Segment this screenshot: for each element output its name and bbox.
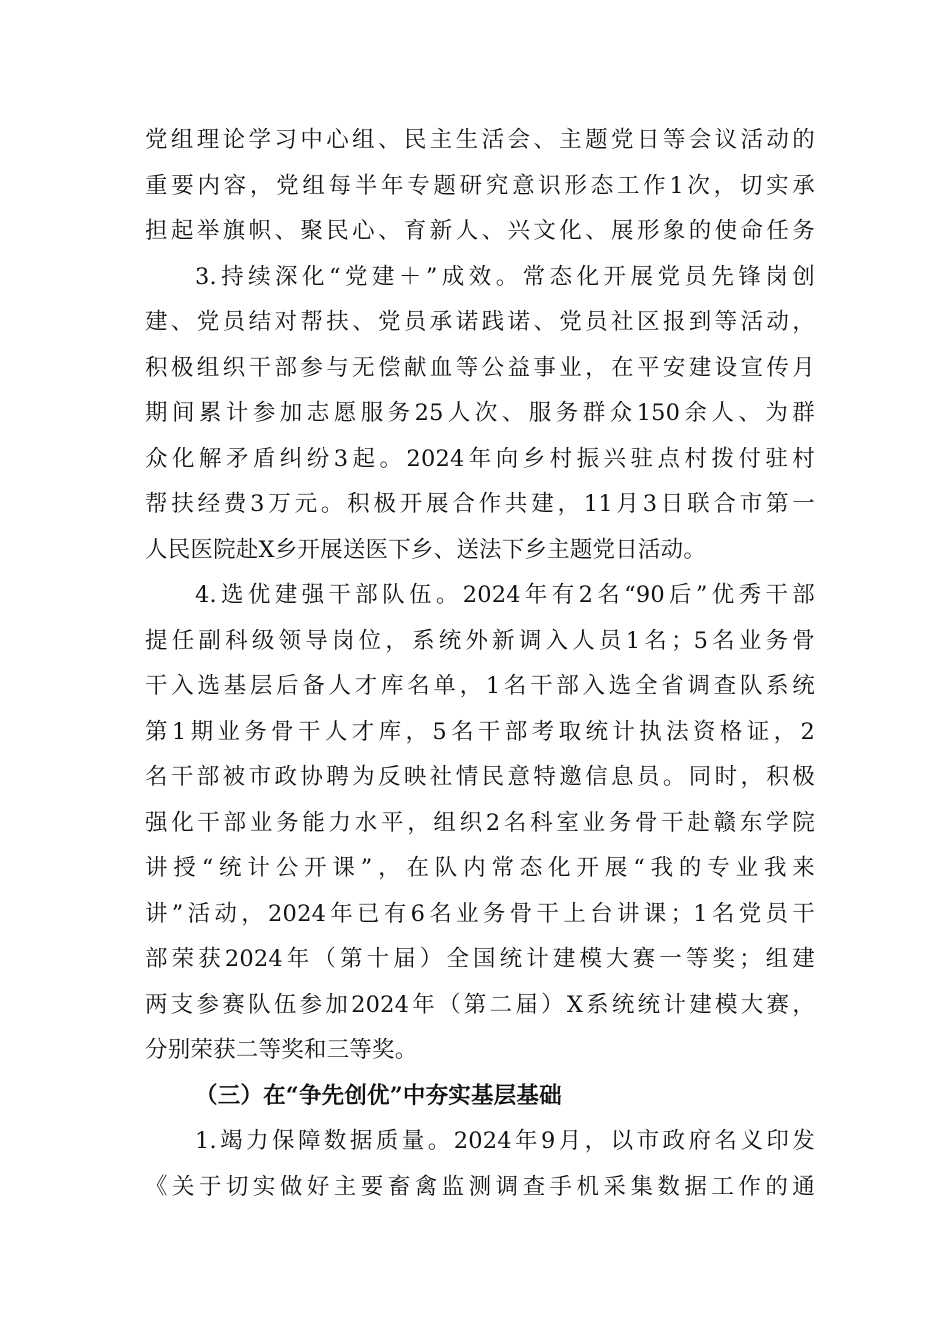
text-line: 提任副科级领导岗位，系统外新调入人员1名；5名业务骨 bbox=[145, 627, 815, 654]
paragraph-end-line: 分别荣获二等奖和三等奖。 bbox=[145, 1037, 418, 1063]
text-line: 积极组织干部参与无偿献血等公益事业，在平安建设宣传月 bbox=[145, 354, 815, 381]
text-line: 第1期业务骨干人才库，5名干部考取统计执法资格证，2 bbox=[145, 718, 815, 745]
paragraph-start-line: 3.持续深化“党建＋”成效。常态化开展党员先锋岗创 bbox=[195, 263, 815, 290]
paragraph-end-line: 人民医院赴X乡开展送医下乡、送法下乡主题党日活动。 bbox=[145, 536, 707, 563]
text-line: 讲授“统计公开课”，在队内常态化开展“我的专业我来 bbox=[145, 855, 815, 881]
text-line: 强化干部业务能力水平，组织2名科室业务骨干赴赣东学院 bbox=[145, 809, 815, 836]
document-body bbox=[145, 118, 815, 1210]
text-line: 干入选基层后备人才库名单，1名干部入选全省调查队系统 bbox=[145, 673, 815, 699]
text-line: 建、党员结对帮扶、党员承诺践诺、党员社区报到等活动， bbox=[145, 309, 815, 335]
text-line: 名干部被市政协聘为反映社情民意特邀信息员。同时，积极 bbox=[145, 764, 815, 790]
text-line: 两支参赛队伍参加2024年（第二届）X系统统计建模大赛， bbox=[145, 991, 815, 1018]
text-line: 重要内容，党组每半年专题研究意识形态工作1次，切实承 bbox=[145, 172, 815, 199]
text-line: 《关于切实做好主要畜禽监测调查手机采集数据工作的通 bbox=[145, 1173, 815, 1200]
text-line: 担起举旗帜、聚民心、育新人、兴文化、展形象的使命任务 bbox=[145, 218, 815, 244]
text-line: 帮扶经费3万元。积极开展合作共建，11月3日联合市第一 bbox=[145, 491, 815, 517]
section-heading: （三）在“争先创优”中夯实基层基础 bbox=[195, 1082, 562, 1109]
text-line: 党组理论学习中心组、民主生活会、主题党日等会议活动的 bbox=[145, 127, 815, 153]
paragraph-start-line: 4.选优建强干部队伍。2024年有2名“90后”优秀干部 bbox=[195, 582, 815, 608]
text-line: 部荣获2024年（第十届）全国统计建模大赛一等奖；组建 bbox=[145, 946, 815, 972]
text-line: 期间累计参加志愿服务25人次、服务群众150余人、为群 bbox=[145, 400, 815, 426]
paragraph-start-line: 1.竭力保障数据质量。2024年9月，以市政府名义印发 bbox=[195, 1128, 815, 1154]
text-line: 讲”活动，2024年已有6名业务骨干上台讲课；1名党员干 bbox=[145, 900, 815, 927]
text-line: 众化解矛盾纠纷3起。2024年向乡村振兴驻点村拨付驻村 bbox=[145, 445, 815, 472]
